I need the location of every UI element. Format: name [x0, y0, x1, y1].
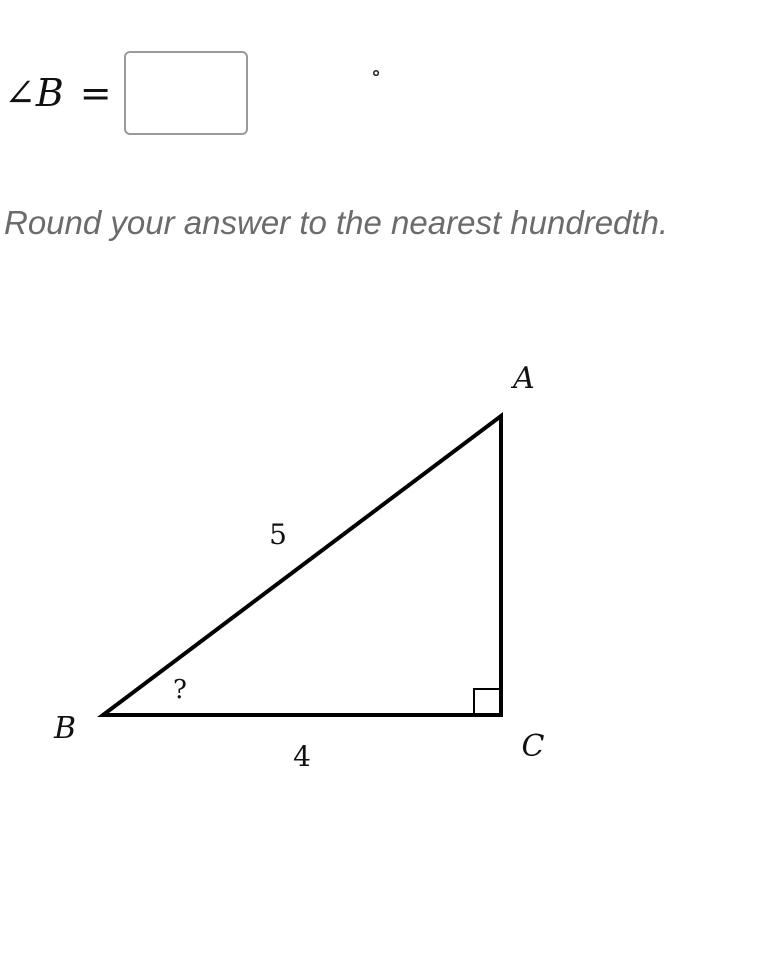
side-length-ab: 5 — [269, 518, 287, 551]
side-length-bc: 4 — [293, 740, 311, 773]
vertex-label-a: A — [513, 361, 535, 396]
rounding-instruction: Round your answer to the nearest hundredth. — [4, 204, 669, 241]
angle-symbol: ∠ — [4, 71, 36, 115]
degree-symbol: ∘ — [370, 61, 382, 86]
vertex-label-b: B — [53, 711, 77, 746]
equals-sign: = — [79, 71, 112, 115]
angle-vertex-label: B — [35, 71, 64, 115]
right-angle-marker — [474, 689, 501, 715]
triangle-outline — [103, 416, 501, 715]
vertex-label-c: C — [521, 729, 545, 764]
unknown-angle-mark: ? — [173, 675, 187, 705]
